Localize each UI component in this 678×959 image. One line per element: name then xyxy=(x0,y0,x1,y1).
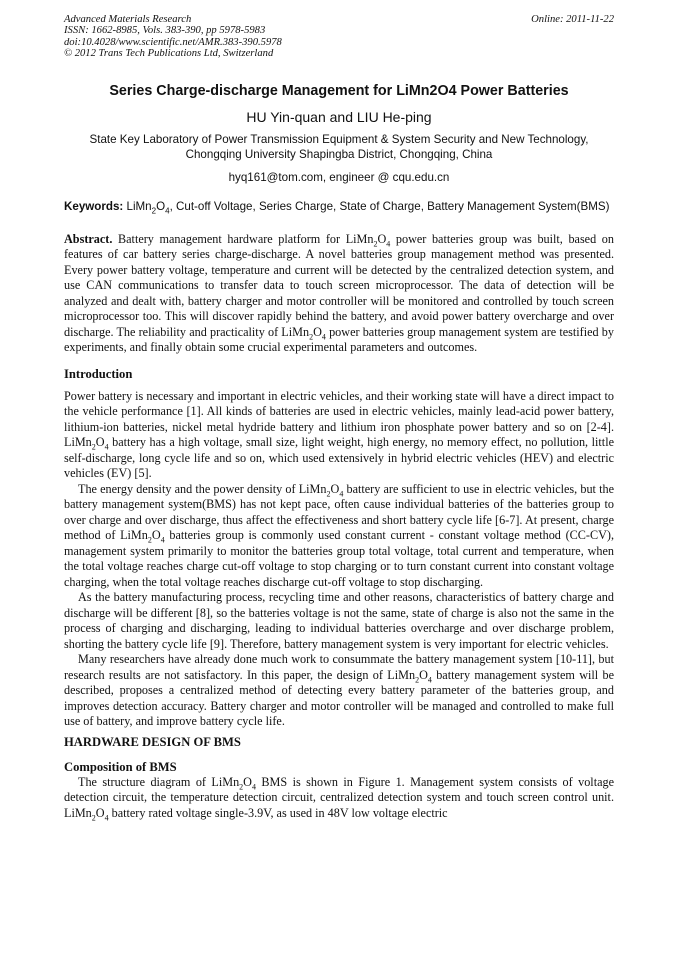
paper-title: Series Charge-discharge Management for LiMn2O4 Power Batteries xyxy=(109,82,569,99)
abstract-paragraph: Abstract. Battery management hardware platform for $LiMn_2O_4$ power batteries group was built, based on features of car battery series charge-discharge. A novel batteries group management method was presented. Every power battery voltage, temperature and current will be detected by the centralized detection system, and use CAN communications to transfer data to touch screen microprocessor. The data of detection will be analyzed and dealt with, battery charger and motor controller will be monitored and controlled by touch screen microprocessor too. This will discover rapidly behind the battery, and avoid power battery overcharge and over discharge. The reliability and practicality of $LiMn_2O_4$ power batteries group management system are testified by experiments, and finally obtain some crucial experimental parameters and outcomes. xyxy=(64,231,614,355)
journal-name: Advanced Materials Research xyxy=(64,14,192,25)
paper-authors: HU Yin-quan and LIU He-ping xyxy=(246,108,432,125)
doi-line: doi:10.4028/www.scientific.net/AMR.383-390.5978 xyxy=(64,36,282,48)
subsection-heading-composition: Composition of BMS xyxy=(64,759,177,774)
keywords-label: Keywords: xyxy=(64,199,124,213)
composition-paragraph-1: The structure diagram of $LiMn_2O_4$ BMS is shown in Figure 1. Management system consists of voltage detection circuit, the temperature detection circuit, centralized detection system and touch screen control unit. $LiMn_2O_4$ battery rated voltage single-3.9V, as used in 48V low voltage electric xyxy=(64,774,614,823)
affiliation-line-2: Chongqing University Shapingba District, Chongqing, China xyxy=(185,147,493,161)
author-emails: hyq161@tom.com, engineer @ cqu.edu.cn xyxy=(228,170,450,184)
publication-info xyxy=(64,14,282,60)
online-date: Online: 2011-11-22 xyxy=(531,14,614,25)
section-heading-hardware: HARDWARE DESIGN OF BMS xyxy=(64,734,241,749)
journal-header xyxy=(64,14,614,60)
keywords: Keywords: $LiMn_2O_4$, Cut-off Voltage, Series Charge, State of Charge, Battery Management System(BMS) xyxy=(64,199,610,215)
intro-paragraph-1: Power battery is necessary and important in electric vehicles, and their working state will have a direct impact to the vehicle performance [1]. All kinds of batteries are used in electric vehicles, mainly lead-acid power battery, lithium-ion batteries, nickel metal hydride battery and lithium iron phosphate power battery and so on [2-4]. $LiMn_2O_4$ battery has a high voltage, small size, light weight, high energy, no memory effect, no pollution, little self-discharge, long cycle life and so on, which used extensively in hybrid electric vehicles (HEV) and electric vehicles (EV) [5]. xyxy=(64,388,614,481)
intro-paragraph-2: The energy density and the power density of $LiMn_2O_4$ battery are sufficient to use in electric vehicles, but the battery management system(BMS) has not kept pace, often cause individual batteries of the batteries group to over charge and over discharge, thus affect the effectiveness and short battery cycle life [6-7]. At present, charge method of $LiMn_2O_4$ batteries group is commonly used constant current - constant voltage method (CC-CV), management system primarily to monitor the batteries group total voltage, total current and temperature, when the total voltage reaches charge cut-off voltage to stop charging or to turn constant current into constant voltage charging, when the total voltage reaches discharge cut-off voltage to stop discharging. xyxy=(64,481,614,589)
author-affiliation xyxy=(64,132,614,162)
intro-paragraph-3: As the battery manufacturing process, recycling time and other reasons, characteristics of battery charge and discharge will be different [8], so the batteries voltage is not the same, state of charge is also not the same in the process of charging and discharging, leading to individual batteries overcharge and over discharge problem, shorting the battery cycle life [9]. Therefore, battery management system is very important for electric vehicles. xyxy=(64,590,614,651)
paper-page xyxy=(64,14,614,821)
section-heading-introduction: Introduction xyxy=(64,366,133,381)
affiliation-line-1: State Key Laboratory of Power Transmission Equipment & System Security and New Technology, xyxy=(89,132,589,146)
copyright-line: © 2012 Trans Tech Publications Ltd, Switzerland xyxy=(64,48,274,60)
intro-paragraph-4: Many researchers have already done much work to consummate the battery management system [10-11], but research results are not satisfactory. In this paper, the design of $LiMn_2O_4$ battery management system will be described, proposes a centralized method of detecting every battery parameter of the batteries group, and improves detection accuracy. Battery charger and motor controller will be managed and controlled to make full use of battery, and improve battery cycle life. xyxy=(64,652,614,729)
issn-line: ISSN: 1662-8985, Vols. 383-390, pp 5978-5983 xyxy=(64,25,266,37)
abstract-label: Abstract. xyxy=(64,231,113,246)
